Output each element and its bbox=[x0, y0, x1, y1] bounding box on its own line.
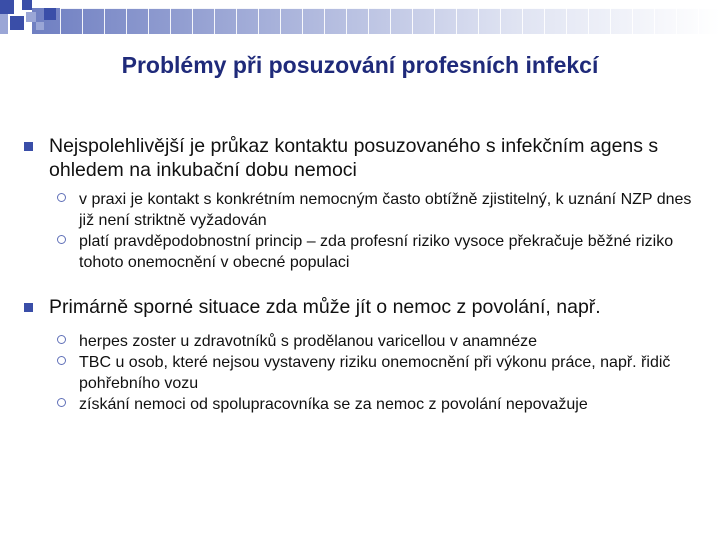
sub-bullet-item bbox=[59, 331, 702, 352]
hollow-circle-bullet-icon bbox=[57, 356, 66, 365]
bullet-item bbox=[22, 295, 702, 319]
sub-bullet-list bbox=[59, 189, 702, 273]
corner-square-decoration bbox=[44, 8, 56, 20]
sub-bullet-text: TBC u osob, které nejsou vystaveny riziku onemocnění při výkonu práce, např. řidič pohřebního vozu bbox=[79, 354, 671, 392]
sub-bullet-item bbox=[59, 231, 702, 273]
sub-bullet-text: v praxi je kontakt s konkrétním nemocným často obtížně zjistitelný, k uznání NZP dnes již není striktně vyžadován bbox=[79, 191, 692, 229]
square-bullet-icon bbox=[24, 142, 33, 151]
hollow-circle-bullet-icon bbox=[57, 193, 66, 202]
corner-square-decoration bbox=[36, 22, 44, 30]
corner-square-decoration bbox=[10, 16, 24, 30]
corner-square-decoration bbox=[26, 12, 36, 22]
corner-square-decoration bbox=[14, 0, 22, 8]
hollow-circle-bullet-icon bbox=[57, 235, 66, 244]
corner-square-decoration bbox=[0, 14, 8, 34]
sub-bullet-item bbox=[59, 189, 702, 231]
sub-bullet-item bbox=[59, 394, 702, 415]
bullet-text: Nejspolehlivější je průkaz kontaktu posuzovaného s infekčním agens s ohledem na inkubační dobu nemoci bbox=[49, 135, 659, 181]
slide-title: Problémy při posuzování profesních infekcí bbox=[121, 52, 599, 78]
sub-bullet-list bbox=[59, 331, 702, 415]
slide-content bbox=[22, 134, 702, 415]
square-bullet-icon bbox=[24, 303, 33, 312]
sub-bullet-item bbox=[59, 352, 702, 394]
sub-bullet-text: platí pravděpodobnostní princip – zda profesní riziko vysoce překračuje běžné riziko tohoto onemocnění v obecné populaci bbox=[79, 233, 674, 271]
bullet-item bbox=[22, 134, 702, 182]
header-grid-pattern bbox=[60, 8, 720, 34]
sub-bullet-text: herpes zoster u zdravotníků s prodělanou varicellou v anamnéze bbox=[79, 333, 538, 350]
hollow-circle-bullet-icon bbox=[57, 398, 66, 407]
corner-square-decoration bbox=[22, 0, 32, 10]
hollow-circle-bullet-icon bbox=[57, 335, 66, 344]
sub-bullet-text: získání nemoci od spolupracovníka se za nemoc z povolání nepovažuje bbox=[79, 396, 588, 413]
corner-square-decoration bbox=[0, 0, 14, 14]
bullet-text: Primárně sporné situace zda může jít o nemoc z povolání, např. bbox=[49, 296, 601, 318]
